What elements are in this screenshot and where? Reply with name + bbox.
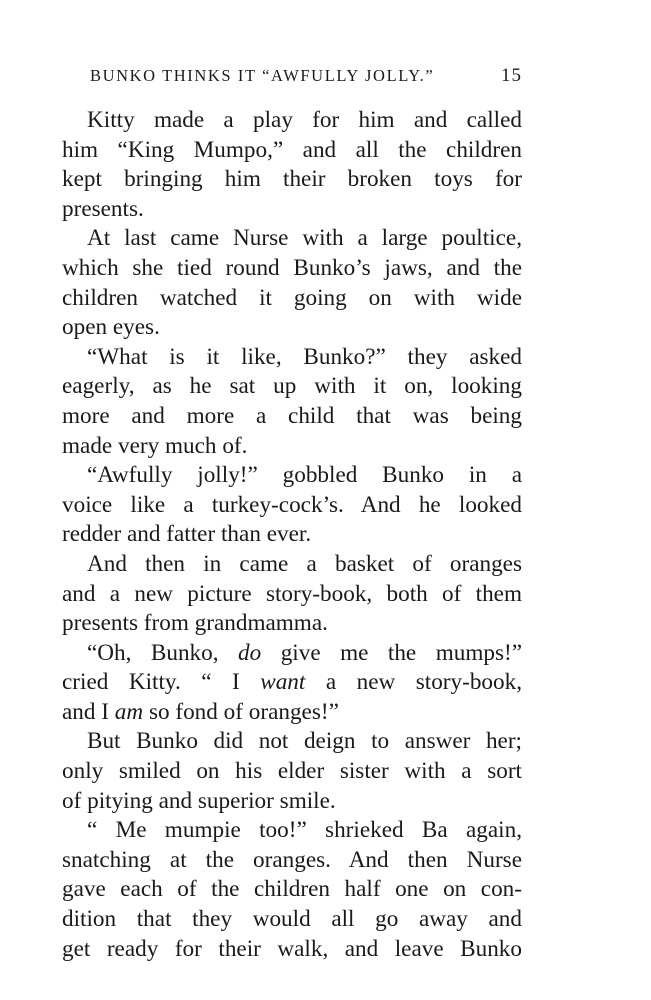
text-line: him “King Mumpo,” and all the children (62, 136, 522, 163)
text-line: voice like a turkey-cock’s. And he looked (62, 491, 522, 518)
italic-word: do (238, 639, 262, 666)
text-line: presents. (62, 195, 144, 222)
running-head-title: BUNKO THINKS IT “AWFULLY JOLLY.” (90, 66, 435, 85)
text-line: snatching at the oranges. And then Nurse (62, 846, 522, 873)
text-line: only smiled on his elder sister with a sort (62, 758, 522, 785)
text-line: gave each of the children half one on con- (62, 876, 522, 903)
text-line: children watched it going on with wide (62, 284, 522, 311)
text-line: At last came Nurse with a large poultice, (87, 225, 522, 252)
text-line: “ Me mumpie too!” shrieked Ba again, (87, 817, 522, 844)
text-line: kept bringing him their broken toys for (62, 166, 522, 193)
text-line: more and more a child that was being (62, 402, 522, 429)
page-number: 15 (501, 65, 522, 86)
text-line: made very much of. (62, 432, 248, 459)
italic-word: want (260, 669, 306, 696)
text-line: cried Kitty. “ I want a new story-book, (62, 669, 522, 696)
text-line: “What is it like, Bunko?” they asked (87, 343, 522, 370)
text-line: eagerly, as he sat up with it on, looking (62, 373, 522, 400)
text-line: redder and fatter than ever. (62, 521, 312, 548)
text-line: dition that they would all go away and (62, 906, 522, 933)
text-line: But Bunko did not deign to answer her; (87, 728, 522, 755)
body-text (62, 106, 522, 964)
text-line: “Awfully jolly!” gobbled Bunko in a (87, 462, 522, 489)
text-line: and a new picture story-book, both of them (62, 580, 522, 607)
text-line: get ready for their walk, and leave Bunko (62, 935, 522, 962)
text-line: which she tied round Bunko’s jaws, and the (62, 254, 522, 281)
text-line: open eyes. (62, 314, 160, 341)
text-line: of pitying and superior smile. (62, 787, 336, 814)
text-line: presents from grandmamma. (62, 610, 328, 637)
text-line: and I am so fond of oranges!” (62, 698, 339, 725)
italic-word: am (114, 698, 144, 725)
text-line: “Oh, Bunko, do give me the mumps!” (87, 639, 522, 666)
text-line: Kitty made a play for him and called (87, 107, 522, 133)
text-line: And then in came a basket of oranges (87, 550, 522, 577)
